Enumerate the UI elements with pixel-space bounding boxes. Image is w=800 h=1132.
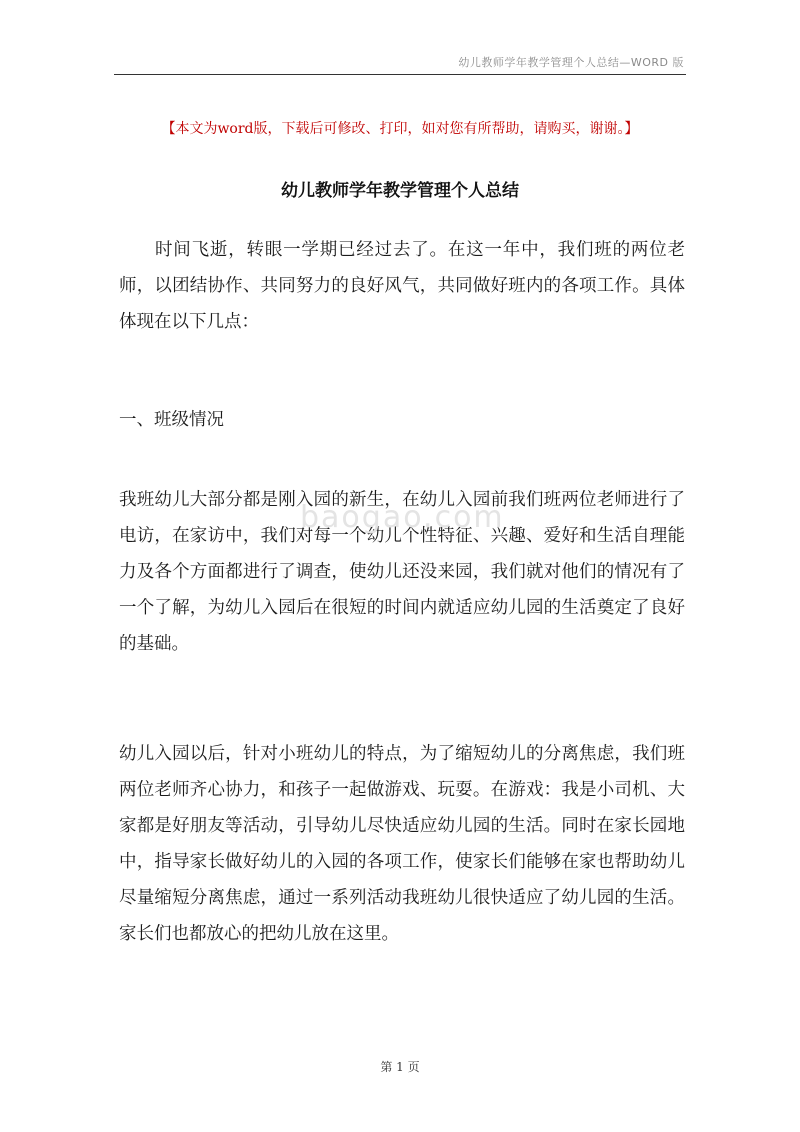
paragraph-intro: 时间飞逝，转眼一学期已经过去了。在这一年中，我们班的两位老师，以团结协作、共同努力的良好风气，共同做好班内的各项工作。具体体现在以下几点： <box>119 240 685 332</box>
header-rule <box>114 74 686 75</box>
paragraph-body: 幼儿入园以后，针对小班幼儿的特点，为了缩短幼儿的分离焦虑，我们班两位老师齐心协力，和孩子一起做游戏、玩耍。在游戏：我是小司机、大家都是好朋友等活动，引导幼儿尽快适应幼儿园的生活。同时在家长园地中，指导家长做好幼儿的入园的各项工作，使家长们能够在家也帮助幼儿尽量缩短分离焦虑，通过一系列活动我班幼儿很快适应了幼儿园的生活。家长们也都放心的把幼儿放在这里。 <box>119 744 685 944</box>
document-title: 幼儿教师学年教学管理个人总结 <box>281 181 519 201</box>
watermark: baogao.com <box>300 500 505 535</box>
section-heading: 一、班级情况 <box>119 410 224 430</box>
paragraph-body: 我班幼儿大部分都是刚入园的新生，在幼儿入园前我们班两位老师进行了电访，在家访中，我们对每一个幼儿个性特征、兴趣、爱好和生活自理能力及各个方面都进行了调查，使幼儿还没来园，我们就对他们的情况有了一个了解，为幼儿入园后在很短的时间内就适应幼儿园的生活奠定了良好的基础。 <box>119 490 685 654</box>
download-notice: 【本文为word版，下载后可修改、打印，如对您有所帮助，请购买，谢谢。】 <box>161 121 639 137</box>
running-header: 幼儿教师学年教学管理个人总结—WORD 版 <box>458 56 684 69</box>
page-number: 第 1 页 <box>380 1060 420 1074</box>
